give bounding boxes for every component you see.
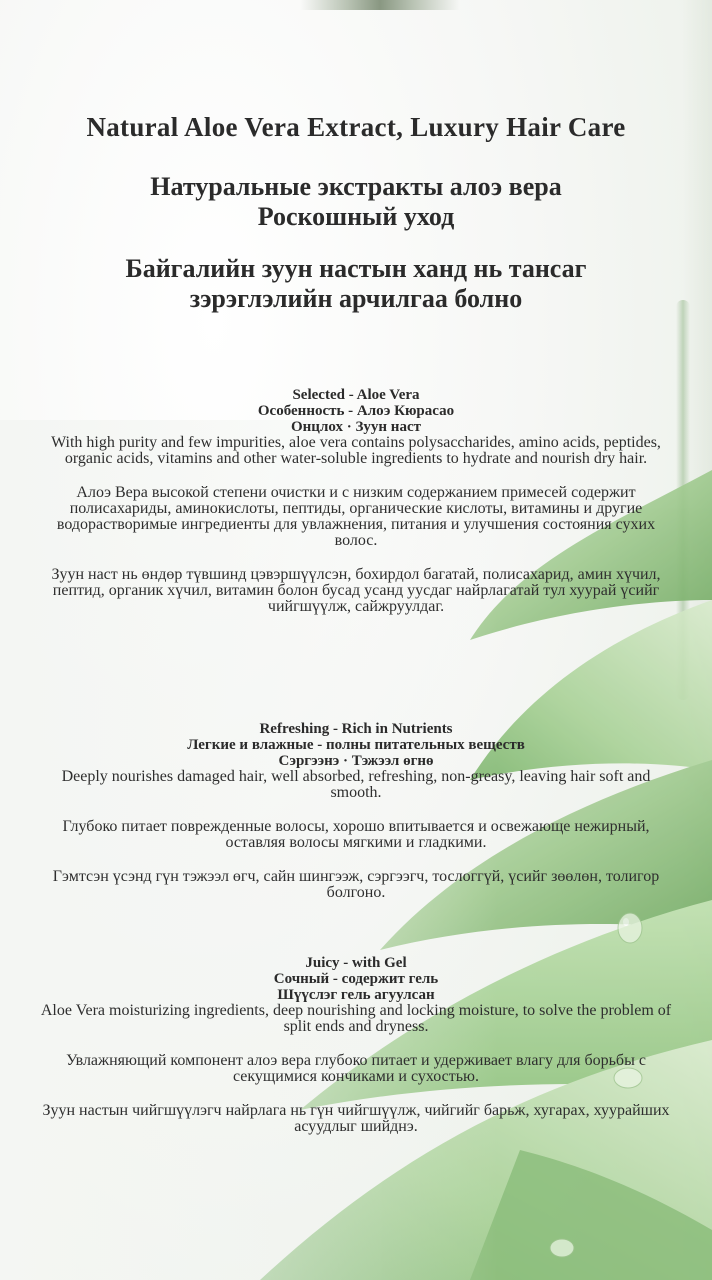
section-heading-en: Refreshing - Rich in Nutrients [259, 721, 453, 737]
title-mn-line-2: зэрэглэлийн арчилгаа болно [189, 284, 523, 313]
section-heading-ru: Сочный - содержит гель [273, 971, 439, 987]
section-heading-ru: Легкие и влажные - полны питательных веществ [187, 737, 525, 753]
page-title-mn [0, 254, 712, 314]
page-title-ru [0, 172, 712, 232]
feature-section-selected [40, 387, 672, 615]
title-mn-line-1: Байгалийн зуун настын ханд нь тансаг [125, 254, 587, 283]
section-text-mn: Гэмтсэн үсэнд гүн тэжээл өгч, сайн шингээж, сэргээгч, тослоггүй, үсийг зөөлөн, толигор болгоно. [52, 868, 660, 901]
section-heading-mn: Сэргээнэ · Тэжээл өгнө [278, 753, 434, 769]
section-text-mn: Зуун настын чийгшүүлэгч найрлага нь гүн чийгшүүлж, чийгийг барьж, хугарах, хуурайших асуудлыг шийднэ. [42, 1102, 670, 1135]
section-text-mn: Зуун наст нь өндөр түвшинд цэвэршүүлсэн, бохирдол багатай, полисахарид, амин хүчил, пептид, органик хүчил, витамин болон бусад усанд уусдаг найрлагатай тул хуурай үсийг чийгшүүлж, сайжруулдаг. [51, 566, 661, 615]
section-text-en: Aloe Vera moisturizing ingredients, deep nourishing and locking moisture, to solve the problem of split ends and dryness. [40, 1002, 672, 1035]
section-text-en: With high purity and few impurities, aloe vera contains polysaccharides, amino acids, peptides, organic acids, vitamins and other water-soluble ingredients to hydrate and nourish dry hair. [51, 434, 661, 467]
title-ru-line-1: Натуральные экстракты алоэ вера [150, 172, 562, 201]
section-text-ru: Увлажняющий компонент алоэ вера глубоко питает и удерживает влагу для борьбы с секущимися кончиками и сухостью. [66, 1052, 646, 1085]
section-heading-mn: Онцлох · Зуун наст [291, 419, 421, 435]
title-ru-line-2: Роскошный уход [257, 202, 455, 231]
section-text-ru: Глубоко питает поврежденные волосы, хорошо впитывается и освежающе нежирный, оставляя волосы мягкими и гладкими. [62, 818, 650, 851]
section-text-ru: Алоэ Вера высокой степени очистки и с низким содержанием примесей содержит полисахариды, аминокислоты, пептиды, органические кислоты, витамины и другие водорастворимые ингредиенты для увлажнения, питания и улучшения состояния сухих волос. [56, 484, 656, 549]
feature-section-refreshing [40, 721, 672, 901]
section-text-en: Deeply nourishes damaged hair, well absorbed, refreshing, non-greasy, leaving hair soft and smooth. [61, 768, 651, 801]
section-heading-mn: Шүүслэг гель агуулсан [277, 987, 435, 1003]
section-heading-en: Juicy - with Gel [305, 955, 407, 971]
section-heading-ru: Особенность - Алоэ Кюрасао [257, 403, 455, 419]
page-title-en: Natural Aloe Vera Extract, Luxury Hair Care [86, 112, 626, 142]
feature-section-juicy [40, 955, 672, 1135]
section-heading-en: Selected - Aloe Vera [292, 387, 420, 403]
